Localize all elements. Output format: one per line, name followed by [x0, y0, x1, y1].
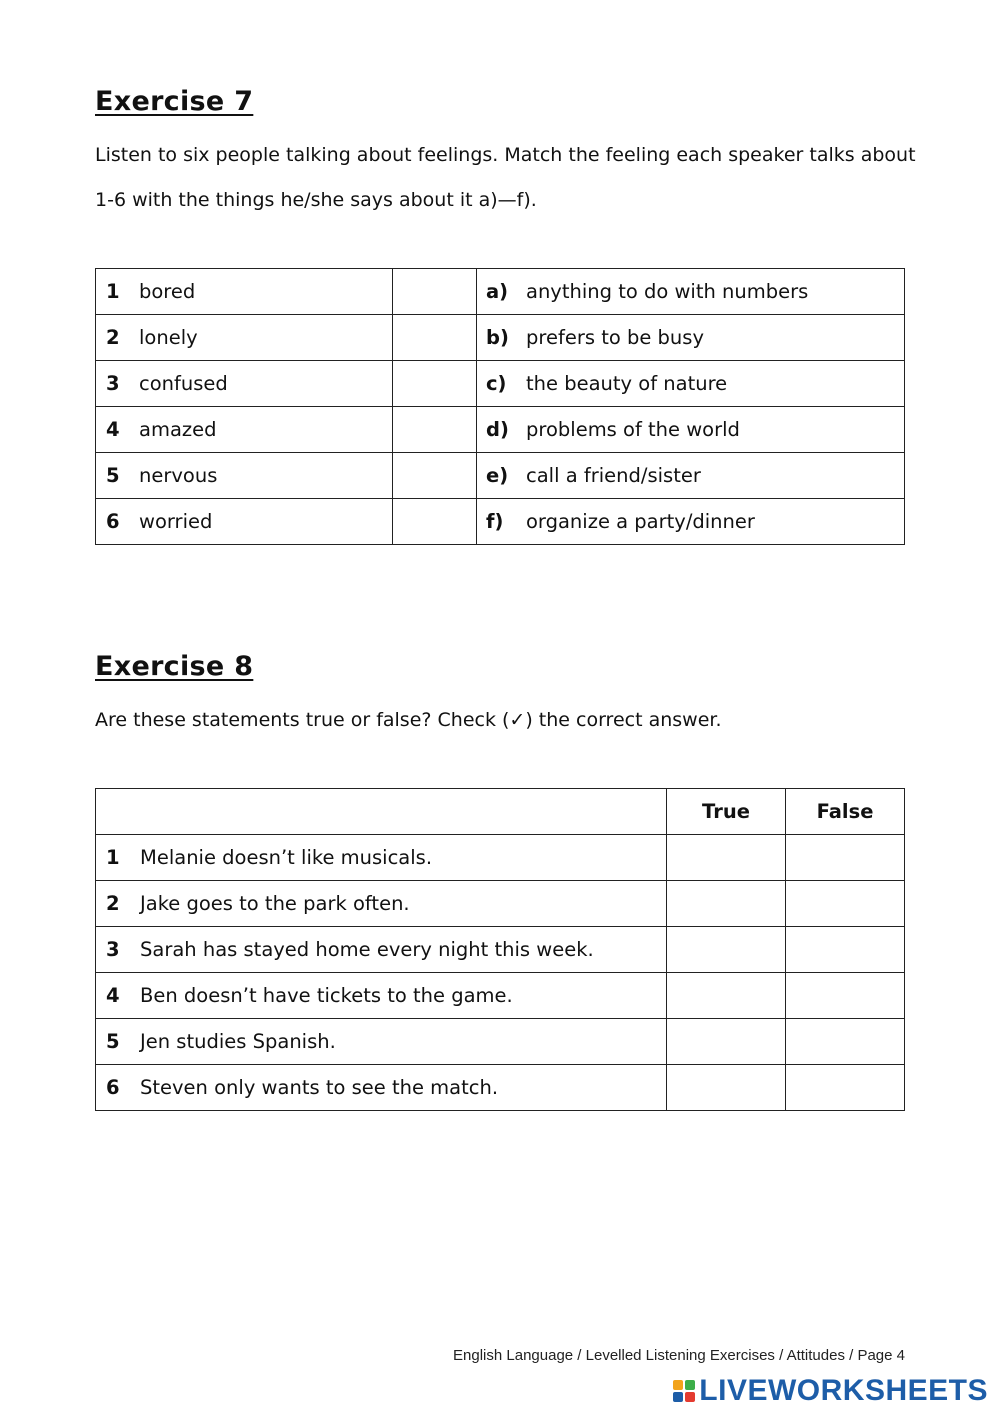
- exercise-7-instruction: [95, 133, 915, 223]
- option-cell: [477, 499, 905, 545]
- false-checkbox-cell[interactable]: [786, 973, 905, 1019]
- logo-text: LIVEWORKSHEETS: [699, 1374, 988, 1407]
- feeling-text: confused: [139, 372, 228, 395]
- option-letter: a): [486, 280, 509, 303]
- feeling-number: 6: [106, 510, 120, 533]
- feeling-number: 4: [106, 418, 120, 441]
- true-checkbox-cell[interactable]: [667, 973, 786, 1019]
- statement-cell: [96, 1019, 667, 1065]
- table-row: [96, 881, 905, 927]
- statement-number: 4: [106, 984, 120, 1007]
- false-checkbox-cell[interactable]: [786, 835, 905, 881]
- option-cell: [477, 361, 905, 407]
- exercise-8-title: Exercise 8: [95, 651, 254, 682]
- answer-cell[interactable]: [393, 407, 477, 453]
- table-row: [96, 315, 905, 361]
- table-header-row: [96, 789, 905, 835]
- true-false-table: [95, 788, 905, 1111]
- liveworksheets-logo: [673, 1374, 988, 1408]
- answer-cell[interactable]: [393, 361, 477, 407]
- page-footer: English Language / Levelled Listening Exercises / Attitudes / Page 4: [453, 1347, 905, 1364]
- matching-table: [95, 268, 905, 545]
- feeling-text: amazed: [139, 418, 217, 441]
- statement-number: 1: [106, 846, 120, 869]
- option-text: the beauty of nature: [526, 372, 728, 395]
- exercise-8-instruction: Are these statements true or false? Check (✓) the correct answer.: [95, 709, 722, 731]
- table-row: [96, 499, 905, 545]
- option-letter: f): [486, 510, 504, 533]
- option-letter: d): [486, 418, 509, 441]
- table-row: [96, 453, 905, 499]
- feeling-number: 5: [106, 464, 120, 487]
- option-letter: c): [486, 372, 507, 395]
- statement-text: Jake goes to the park often.: [140, 892, 410, 915]
- feeling-text: bored: [139, 280, 196, 303]
- statement-text: Melanie doesn’t like musicals.: [140, 846, 433, 869]
- statement-cell: [96, 881, 667, 927]
- logo-mark-icon: [673, 1380, 695, 1402]
- option-letter: b): [486, 326, 509, 349]
- option-text: organize a party/dinner: [526, 510, 755, 533]
- true-checkbox-cell[interactable]: [667, 881, 786, 927]
- feeling-text: nervous: [139, 464, 218, 487]
- table-row: [96, 835, 905, 881]
- false-checkbox-cell[interactable]: [786, 881, 905, 927]
- false-checkbox-cell[interactable]: [786, 1065, 905, 1111]
- table-row: [96, 973, 905, 1019]
- true-checkbox-cell[interactable]: [667, 1065, 786, 1111]
- statement-text: Sarah has stayed home every night this week.: [140, 938, 594, 961]
- logo-square-red: [685, 1392, 695, 1402]
- statement-number: 6: [106, 1076, 120, 1099]
- false-checkbox-cell[interactable]: [786, 1019, 905, 1065]
- exercise-7-title: Exercise 7: [95, 86, 254, 117]
- option-cell: [477, 407, 905, 453]
- logo-square-orange: [673, 1380, 683, 1390]
- table-row: [96, 361, 905, 407]
- statement-number: 5: [106, 1030, 120, 1053]
- statement-cell: [96, 973, 667, 1019]
- option-cell: [477, 269, 905, 315]
- table-row: [96, 407, 905, 453]
- exercise-7-instruction-line1: Listen to six people talking about feelings. Match the feeling each speaker talks about: [95, 144, 916, 166]
- option-text: problems of the world: [526, 418, 740, 441]
- table-row: [96, 927, 905, 973]
- feeling-number: 2: [106, 326, 120, 349]
- option-letter: e): [486, 464, 509, 487]
- feeling-cell: [96, 361, 393, 407]
- statement-cell: [96, 1065, 667, 1111]
- answer-cell[interactable]: [393, 453, 477, 499]
- statement-cell: [96, 835, 667, 881]
- statement-cell: [96, 927, 667, 973]
- table-row: [96, 269, 905, 315]
- statement-number: 3: [106, 938, 120, 961]
- option-cell: [477, 453, 905, 499]
- feeling-text: worried: [139, 510, 213, 533]
- option-cell: [477, 315, 905, 361]
- true-checkbox-cell[interactable]: [667, 835, 786, 881]
- statement-number: 2: [106, 892, 120, 915]
- logo-square-green: [685, 1380, 695, 1390]
- answer-cell[interactable]: [393, 269, 477, 315]
- feeling-number: 3: [106, 372, 120, 395]
- statement-header-cell: [96, 789, 667, 835]
- true-checkbox-cell[interactable]: [667, 1019, 786, 1065]
- true-header: True: [667, 789, 786, 835]
- table-row: [96, 1019, 905, 1065]
- feeling-cell: [96, 269, 393, 315]
- feeling-number: 1: [106, 280, 120, 303]
- statement-text: Ben doesn’t have tickets to the game.: [140, 984, 513, 1007]
- feeling-cell: [96, 407, 393, 453]
- answer-cell[interactable]: [393, 315, 477, 361]
- logo-square-blue: [673, 1392, 683, 1402]
- feeling-cell: [96, 453, 393, 499]
- feeling-cell: [96, 499, 393, 545]
- option-text: call a friend/sister: [526, 464, 701, 487]
- feeling-text: lonely: [139, 326, 198, 349]
- false-checkbox-cell[interactable]: [786, 927, 905, 973]
- statement-text: Jen studies Spanish.: [140, 1030, 336, 1053]
- answer-cell[interactable]: [393, 499, 477, 545]
- statement-text: Steven only wants to see the match.: [140, 1076, 499, 1099]
- table-row: [96, 1065, 905, 1111]
- feeling-cell: [96, 315, 393, 361]
- option-text: anything to do with numbers: [526, 280, 809, 303]
- option-text: prefers to be busy: [526, 326, 704, 349]
- exercise-7-instruction-line2: 1-6 with the things he/she says about it a)—f).: [95, 189, 537, 211]
- true-checkbox-cell[interactable]: [667, 927, 786, 973]
- false-header: False: [786, 789, 905, 835]
